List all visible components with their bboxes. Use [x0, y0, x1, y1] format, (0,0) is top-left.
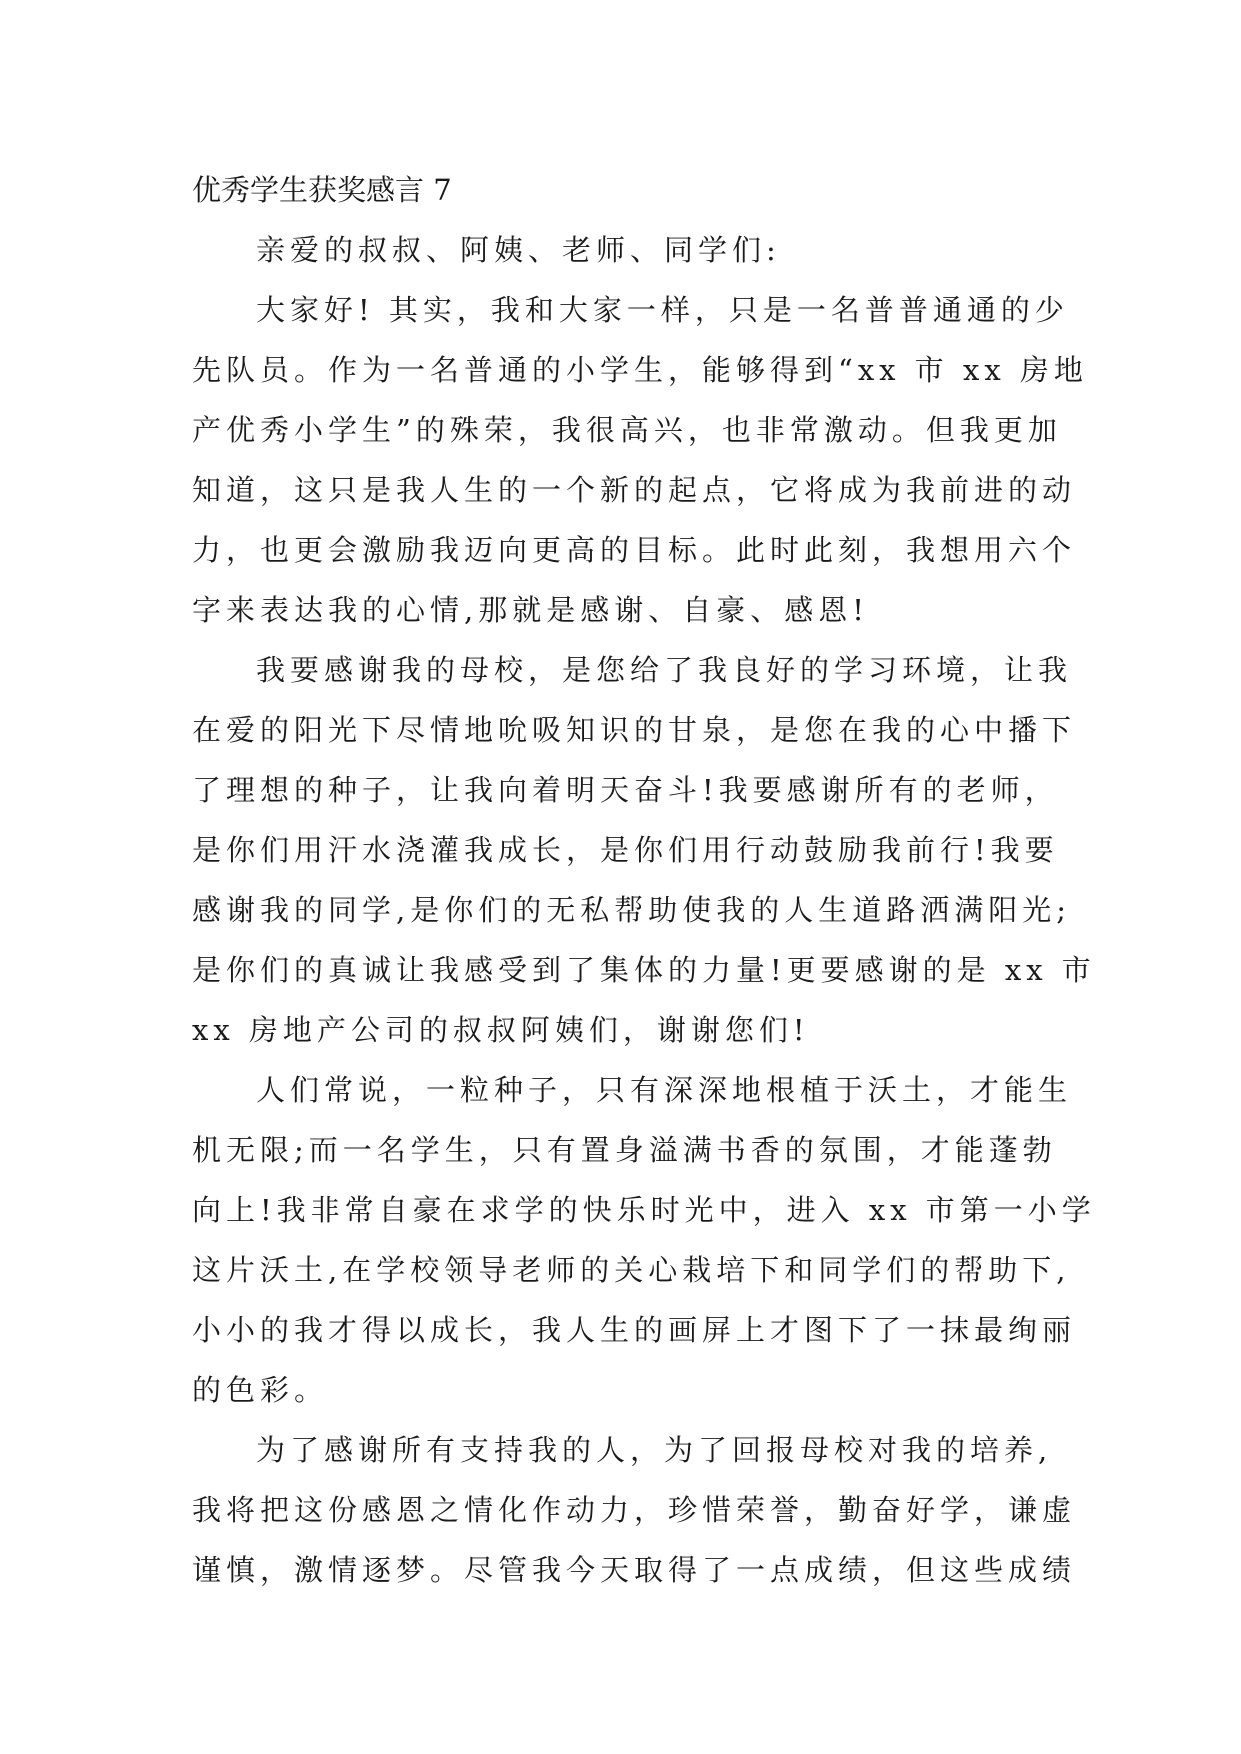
greeting-line: 亲爱的叔叔、阿姨、老师、同学们: [256, 233, 781, 267]
paragraph-line: 这片沃土,在学校领导老师的关心栽培下和同学们的帮助下, [192, 1253, 1071, 1287]
paragraph-line: 我要感谢我的母校，是您给了我良好的学习环境，让我 [256, 653, 1073, 687]
paragraph-line: 的色彩。 [192, 1373, 329, 1407]
paragraph-line: 字来表达我的心情,那就是感谢、自豪、感恩! [192, 593, 869, 627]
paragraph-line: 为了感谢所有支持我的人，为了回报母校对我的培养, [256, 1433, 1053, 1467]
paragraph-line: xx 房地产公司的叔叔阿姨们，谢谢您们! [192, 1013, 810, 1047]
paragraph-line: 先队员。作为一名普通的小学生，能够得到“xx 市 xx 房地 [192, 353, 1088, 387]
paragraph-line: 知道，这只是我人生的一个新的起点，它将成为我前进的动 [192, 473, 1077, 507]
paragraph-line: 我将把这份感恩之情化作动力，珍惜荣誉，勤奋好学，谦虚 [192, 1493, 1077, 1527]
paragraph-line: 在爱的阳光下尽情地吮吸知识的甘泉，是您在我的心中播下 [192, 713, 1077, 747]
paragraph-line: 是你们用汗水浇灌我成长，是你们用行动鼓励我前行!我要 [192, 833, 1059, 867]
paragraph-line: 了理想的种子，让我向着明天奋斗!我要感谢所有的老师， [192, 773, 1059, 807]
paragraph-line: 人们常说，一粒种子，只有深深地根植于沃土，才能生 [256, 1073, 1073, 1107]
paragraph-line: 向上!我非常自豪在求学的快乐时光中，进入 xx 市第一小学 [192, 1193, 1096, 1227]
document-title: 优秀学生获奖感言 7 [192, 173, 452, 207]
paragraph-line: 小小的我才得以成长，我人生的画屏上才图下了一抹最绚丽 [192, 1313, 1077, 1347]
paragraph-line: 谨慎，激情逐梦。尽管我今天取得了一点成绩，但这些成绩 [192, 1553, 1077, 1587]
paragraph-line: 感谢我的同学,是你们的无私帮助使我的人生道路洒满阳光; [192, 893, 1071, 927]
paragraph-line: 大家好! 其实，我和大家一样，只是一名普普通通的少 [256, 293, 1069, 327]
paragraph-line: 力，也更会激励我迈向更高的目标。此时此刻，我想用六个 [192, 533, 1077, 567]
paragraph-line: 是你们的真诚让我感受到了集体的力量!更要感谢的是 xx 市 [192, 953, 1096, 987]
paragraph-line: 产优秀小学生”的殊荣，我很高兴，也非常激动。但我更加 [192, 413, 1062, 447]
paragraph-line: 机无限;而一名学生，只有置身溢满书香的氛围，才能蓬勃 [192, 1133, 1057, 1167]
